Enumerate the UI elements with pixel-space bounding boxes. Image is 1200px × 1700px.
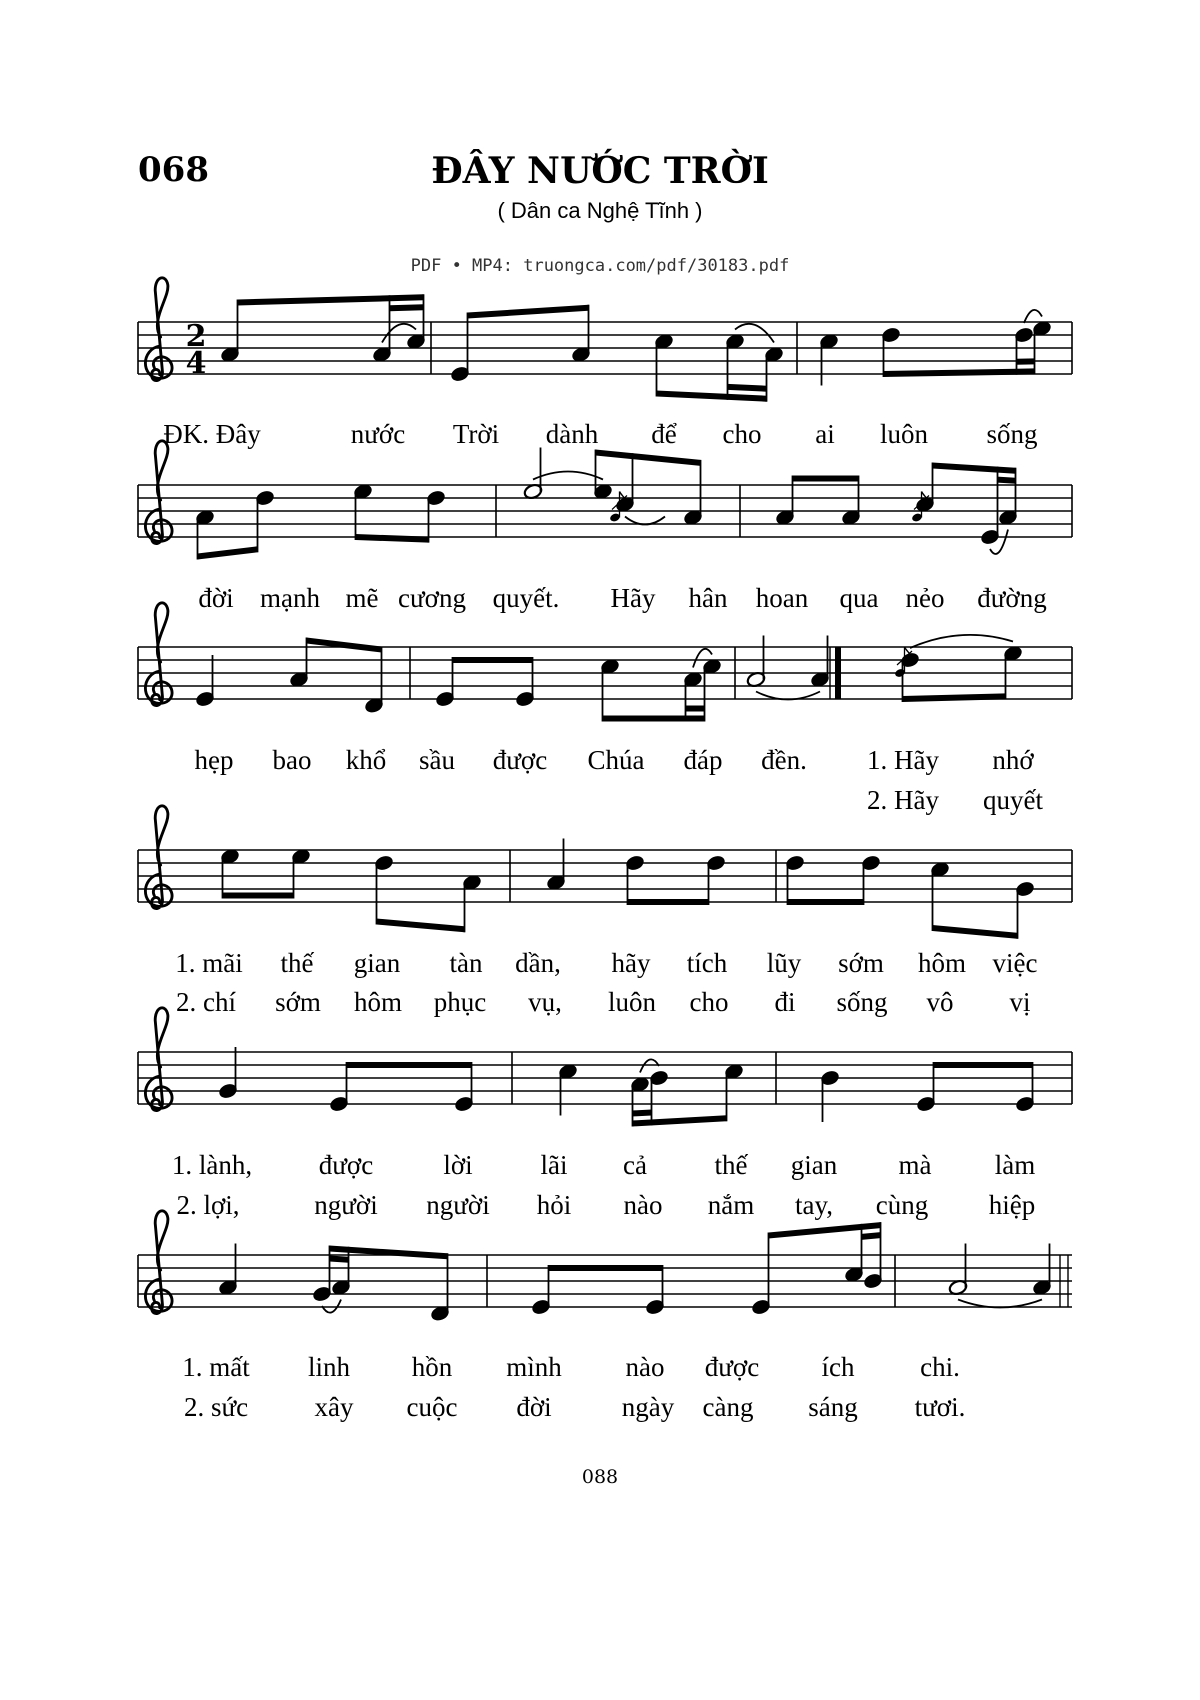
- lyric-syllable: lũy: [766, 948, 802, 978]
- lyric-syllable: mẽ: [345, 583, 379, 613]
- treble-clef-icon: [145, 441, 172, 544]
- beam: [347, 1062, 472, 1068]
- secondary-beam: [998, 477, 1016, 484]
- beam: [603, 716, 705, 722]
- lyric-line: [0, 948, 1200, 984]
- beam: [633, 1115, 727, 1126]
- lyric-line: [0, 785, 1200, 821]
- beam: [468, 305, 589, 319]
- lyric-syllable: hồn: [411, 1352, 453, 1382]
- lyric-syllable: đáp: [683, 745, 723, 775]
- lyric-syllable: cùng: [875, 1190, 929, 1220]
- lyric-syllable: tàn: [449, 948, 483, 978]
- lyric-syllable: lãi: [540, 1150, 568, 1180]
- time-signature-bottom: 4: [185, 346, 207, 381]
- lyric-syllable: tích: [686, 948, 728, 978]
- secondary-beam: [728, 384, 767, 392]
- note: [195, 655, 215, 708]
- lyric-syllable: đi: [774, 987, 796, 1017]
- secondary-beam: [1017, 358, 1035, 364]
- note: [948, 1244, 968, 1297]
- lyric-syllable: sáng: [808, 1392, 858, 1422]
- beam: [793, 476, 859, 482]
- lyric-syllable: hiệp: [988, 1190, 1036, 1220]
- lyric-line: [0, 987, 1200, 1023]
- slur: [640, 1059, 659, 1072]
- lyric-syllable: 2. sức: [183, 1392, 249, 1422]
- lyric-syllable: Chúa: [587, 745, 645, 775]
- lyric-syllable: hôm: [353, 987, 403, 1017]
- beam: [549, 1265, 663, 1271]
- lyric-syllable: quyết: [983, 785, 1043, 815]
- lyric-syllable: Hãy: [610, 583, 656, 613]
- beam: [933, 463, 1016, 474]
- lyric-syllable: để: [651, 419, 677, 449]
- note: [523, 448, 543, 501]
- lyric-syllable: hãy: [611, 948, 651, 978]
- song-number: 068: [138, 150, 209, 190]
- lyric-syllable: luôn: [879, 419, 929, 449]
- lyric-syllable: hân: [688, 583, 728, 613]
- lyric-syllable: nẻo: [905, 583, 945, 613]
- lyric-syllable: người: [314, 1190, 378, 1220]
- beam: [788, 899, 864, 905]
- lyric-syllable: hẹp: [194, 745, 234, 775]
- lyric-syllable: vô: [926, 987, 954, 1017]
- lyric-syllable: vị: [1009, 987, 1031, 1017]
- lyric-syllable: cả: [623, 1150, 647, 1180]
- lyric-syllable: cho: [689, 987, 729, 1017]
- lyric-syllable: Trời: [452, 419, 500, 449]
- lyric-syllable: hôm: [917, 948, 967, 978]
- page-number: 088: [581, 1466, 619, 1488]
- lyric-syllable: lời: [443, 1150, 473, 1180]
- lyric-syllable: ích: [821, 1352, 855, 1382]
- treble-clef-icon: [145, 1211, 172, 1314]
- beam: [198, 546, 258, 559]
- lyric-syllable: gian: [790, 1150, 838, 1180]
- beam: [934, 1062, 1033, 1068]
- lyric-syllable: thế: [714, 1150, 748, 1180]
- lyric-syllable: gian: [353, 948, 401, 978]
- beam: [628, 899, 709, 905]
- lyric-syllable: mình: [506, 1352, 562, 1382]
- lyric-syllable: tươi.: [914, 1392, 966, 1422]
- lyric-syllable: cuộc: [406, 1392, 458, 1422]
- lyric-line: [0, 1150, 1200, 1186]
- lyric-syllable: dành: [545, 419, 599, 449]
- secondary-beam: [633, 1109, 652, 1116]
- lyric-syllable: sớm: [838, 948, 884, 978]
- lyric-syllable: sầu: [419, 745, 455, 775]
- lyric-syllable: đền.: [761, 745, 807, 775]
- lyric-syllable: ai: [815, 419, 835, 449]
- lyric-syllable: 2. chí: [176, 987, 236, 1017]
- lyric-syllable: người: [426, 1190, 490, 1220]
- lyric-syllable: hoan: [755, 583, 809, 613]
- lyric-syllable: nào: [623, 1190, 663, 1220]
- lyric-syllable: ĐK. Đây: [163, 419, 261, 449]
- lyric-syllable: thế: [280, 948, 314, 978]
- lyric-syllable: luôn: [607, 987, 657, 1017]
- note: [1032, 1244, 1052, 1297]
- secondary-beam: [862, 1232, 881, 1240]
- lyric-syllable: 2. Hãy: [867, 785, 939, 815]
- lyric-syllable: làm: [994, 1150, 1036, 1180]
- secondary-beam: [390, 304, 424, 311]
- secondary-beam: [686, 706, 705, 712]
- lyric-syllable: nhớ: [992, 745, 1034, 775]
- lyric-syllable: mạnh: [260, 583, 320, 613]
- lyric-syllable: chi.: [920, 1352, 960, 1382]
- lyric-syllable: nước: [350, 419, 406, 449]
- lyric-syllable: phục: [433, 987, 487, 1017]
- beam: [356, 534, 429, 543]
- lyric-syllable: tay,: [795, 1190, 833, 1220]
- lyric-syllable: được: [492, 745, 548, 775]
- beam: [933, 925, 1018, 939]
- note: [819, 333, 839, 386]
- note: [810, 636, 830, 689]
- lyric-syllable: 2. lợi,: [176, 1190, 240, 1220]
- lyric-syllable: nắm: [707, 1190, 755, 1220]
- lyric-syllable: đời: [516, 1392, 552, 1422]
- lyric-line: [0, 419, 1200, 455]
- treble-clef-icon: [145, 278, 172, 381]
- lyric-syllable: mà: [898, 1150, 932, 1180]
- lyric-syllable: sống: [986, 419, 1038, 449]
- slur: [1024, 310, 1042, 323]
- slur: [533, 472, 603, 480]
- note: [746, 636, 766, 689]
- time-signature-top: 2: [185, 319, 207, 354]
- lyric-syllable: nào: [625, 1352, 665, 1382]
- beam: [377, 919, 465, 933]
- lyric-line: [0, 583, 1200, 619]
- secondary-beam: [330, 1256, 349, 1263]
- treble-clef-icon: [145, 1008, 172, 1111]
- note: [218, 1047, 238, 1100]
- lyric-syllable: cương: [398, 583, 466, 613]
- staff-system: [0, 262, 1200, 422]
- treble-clef-icon: [145, 806, 172, 909]
- lyric-line: [0, 1190, 1200, 1226]
- lyric-line: [0, 1392, 1200, 1428]
- slur: [910, 635, 1013, 648]
- lyric-syllable: hỏi: [536, 1190, 572, 1220]
- lyric-syllable: 1. mãi: [175, 948, 243, 978]
- lyric-syllable: được: [318, 1150, 374, 1180]
- lyric-syllable: 1. mất: [182, 1352, 250, 1382]
- note: [218, 1244, 238, 1297]
- lyric-syllable: ngày: [621, 1392, 675, 1422]
- note: [546, 839, 566, 892]
- lyric-syllable: đời: [198, 583, 234, 613]
- lyric-line: [0, 1352, 1200, 1388]
- lyric-syllable: việc: [992, 948, 1038, 978]
- beam: [884, 368, 1035, 377]
- note: [558, 1063, 578, 1116]
- lyric-syllable: xây: [314, 1392, 354, 1422]
- song-title: ĐÂY NƯỚC TRỜI: [431, 150, 769, 192]
- lyric-syllable: sống: [836, 987, 888, 1017]
- lyric-syllable: dần,: [515, 948, 561, 978]
- lyric-line: [0, 745, 1200, 781]
- source-link[interactable]: PDF • MP4: truongca.com/pdf/30183.pdf: [410, 256, 790, 276]
- lyric-syllable: càng: [702, 1392, 754, 1422]
- beam: [903, 693, 1006, 702]
- lyric-syllable: qua: [839, 583, 879, 613]
- beam: [223, 893, 294, 899]
- lyric-syllable: sớm: [275, 987, 321, 1017]
- note: [820, 1069, 840, 1122]
- lyric-syllable: khổ: [345, 745, 387, 775]
- beam: [453, 657, 533, 663]
- lyric-syllable: linh: [307, 1352, 351, 1382]
- song-subtitle: ( Dân ca Nghệ Tĩnh ): [497, 198, 703, 223]
- lyric-syllable: đường: [977, 583, 1047, 613]
- lyric-syllable: 1. Hãy: [867, 745, 939, 775]
- lyric-syllable: được: [704, 1352, 760, 1382]
- slur: [322, 1300, 341, 1313]
- lyric-syllable: vụ,: [528, 987, 562, 1017]
- lyric-syllable: 1. lành,: [171, 1150, 253, 1180]
- lyric-syllable: bao: [272, 745, 312, 775]
- lyric-syllable: cho: [722, 419, 762, 449]
- beam: [307, 638, 382, 653]
- lyric-syllable: quyết.: [492, 583, 560, 613]
- beam: [238, 294, 424, 305]
- beam: [657, 391, 767, 402]
